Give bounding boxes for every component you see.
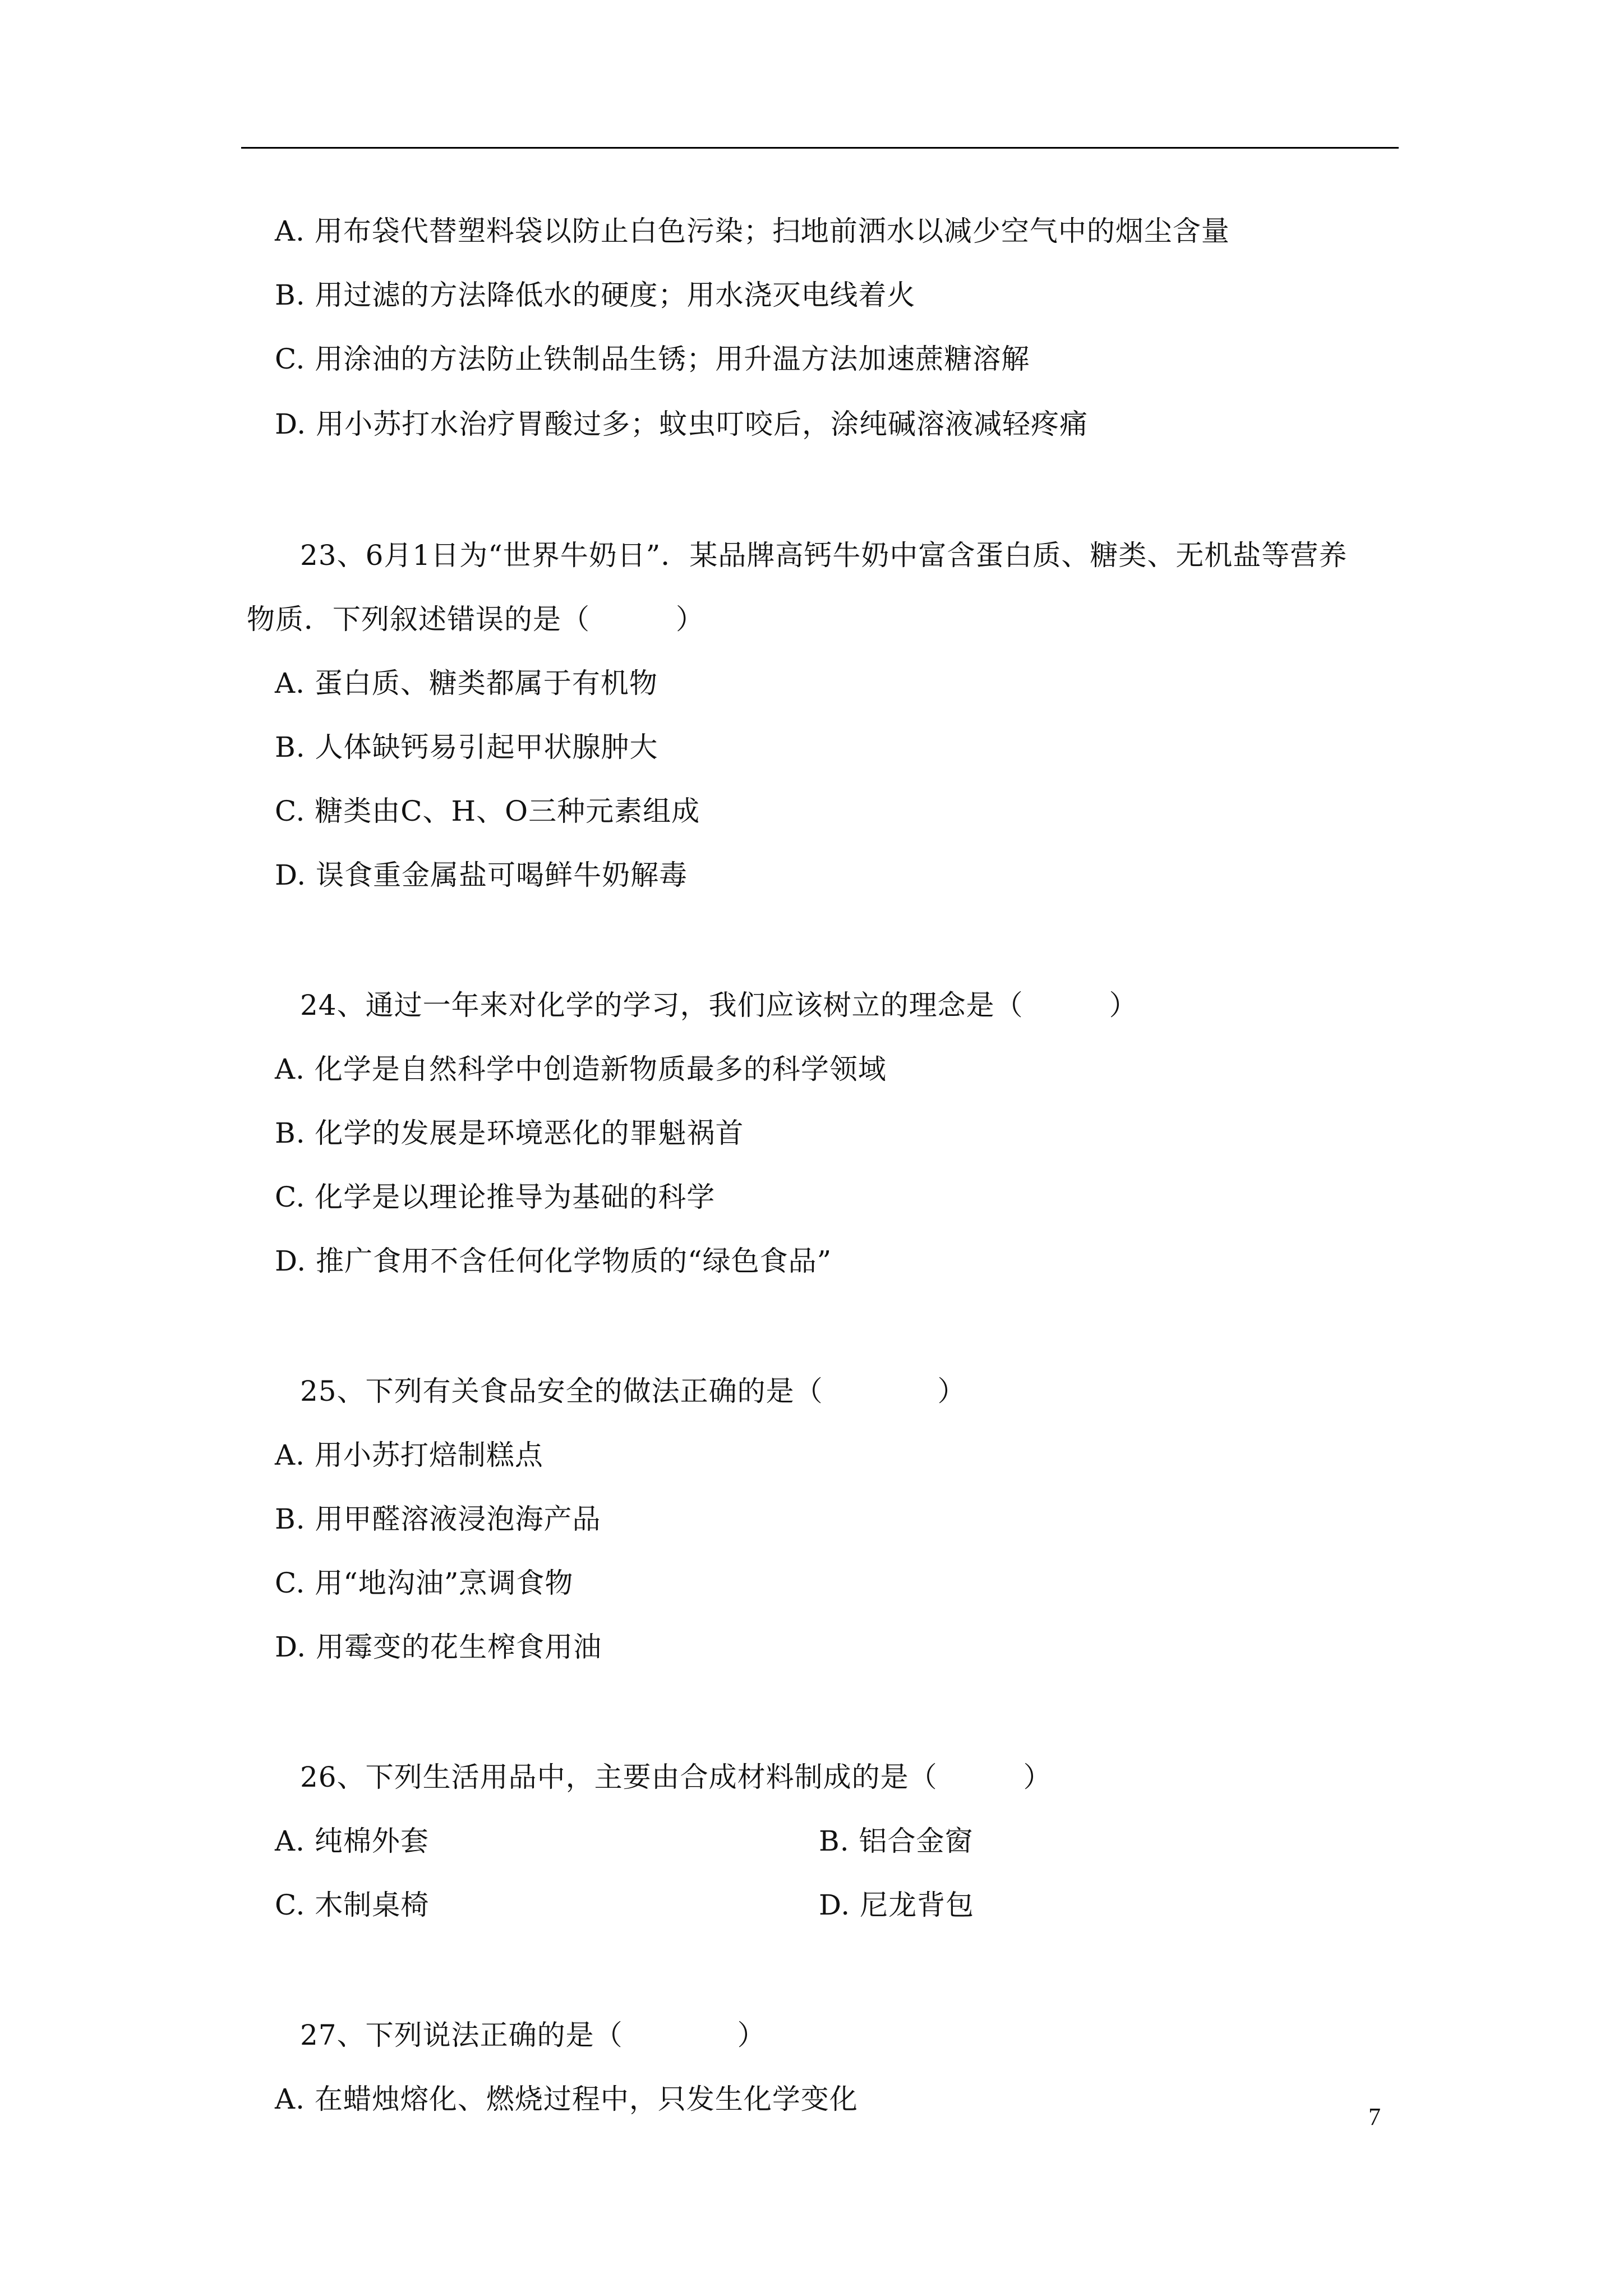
q25-option-b: B. 用甲醛溶液浸泡海产品 xyxy=(275,1503,601,1535)
q24-option-a: A. 化学是自然科学中创造新物质最多的科学领域 xyxy=(275,1053,887,1085)
q23-option-d: D. 误食重金属盐可喝鲜牛奶解毒 xyxy=(275,859,688,891)
page-number: 7 xyxy=(1368,2103,1381,2131)
q23-stem-line2: 物质．下列叙述错误的是（ ） xyxy=(247,603,704,636)
q27-stem: 27、下列说法正确的是（ ） xyxy=(300,2019,766,2051)
q26-option-b: B. 铝合金窗 xyxy=(819,1825,974,1857)
q27-option-a: A. 在蜡烛熔化、燃烧过程中，只发生化学变化 xyxy=(275,2083,858,2115)
q23-stem-line1: 23、6月1日为“世界牛奶日”．某品牌高钙牛奶中富含蛋白质、糖类、无机盐等营养 xyxy=(300,539,1348,572)
q24-option-b: B. 化学的发展是环境恶化的罪魁祸首 xyxy=(275,1117,744,1149)
q25-option-a: A. 用小苏打焙制糕点 xyxy=(275,1439,543,1471)
q23-option-a: A. 蛋白质、糖类都属于有机物 xyxy=(275,667,658,700)
q24-option-c: C. 化学是以理论推导为基础的科学 xyxy=(275,1181,716,1213)
q26-stem: 26、下列生活用品中，主要由合成材料制成的是（ ） xyxy=(300,1761,1052,1793)
q23-option-b: B. 人体缺钙易引起甲状腺肿大 xyxy=(275,731,658,763)
q22-option-a: A. 用布袋代替塑料袋以防止白色污染；扫地前洒水以减少空气中的烟尘含量 xyxy=(275,215,1230,247)
q22-option-c: C. 用涂油的方法防止铁制品生锈；用升温方法加速蔗糖溶解 xyxy=(275,343,1030,375)
q24-stem: 24、通过一年来对化学的学习，我们应该树立的理念是（ ） xyxy=(300,989,1138,1022)
q25-option-d: D. 用霉变的花生榨食用油 xyxy=(275,1631,602,1663)
q25-stem: 25、下列有关食品安全的做法正确的是（ ） xyxy=(300,1375,966,1407)
q26-option-a: A. 纯棉外套 xyxy=(275,1825,429,1857)
q25-option-c: C. 用“地沟油”烹调食物 xyxy=(275,1567,574,1599)
header-rule xyxy=(241,147,1399,149)
q23-option-c: C. 糖类由C、H、O三种元素组成 xyxy=(275,795,700,827)
q26-option-c: C. 木制桌椅 xyxy=(275,1889,430,1921)
q22-option-d: D. 用小苏打水治疗胃酸过多；蚊虫叮咬后，涂纯碱溶液减轻疼痛 xyxy=(275,408,1089,440)
q26-option-d: D. 尼龙背包 xyxy=(819,1889,975,1921)
q22-option-b: B. 用过滤的方法降低水的硬度；用水浇灭电线着火 xyxy=(275,279,916,311)
q24-option-d: D. 推广食用不含任何化学物质的“绿色食品” xyxy=(275,1245,832,1277)
